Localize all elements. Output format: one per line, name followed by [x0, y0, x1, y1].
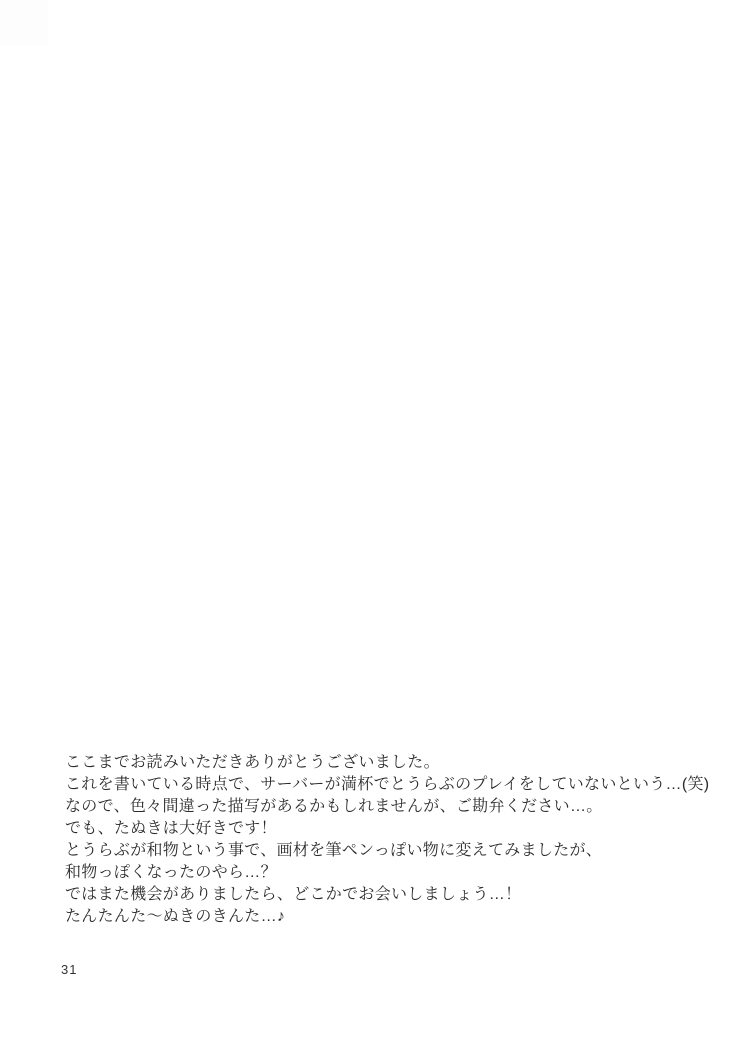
afterword-line: ではまた機会がありましたら、どこかでお会いしましょう…！ — [65, 886, 522, 903]
afterword-line: ここまでお読みいただきありがとうございました。 — [65, 754, 440, 771]
page-number: 31 — [61, 962, 78, 977]
afterword-line: これを書いている時点で、サーバーが満杯でとうらぶのプレイをしていないという…(笑) — [65, 776, 710, 793]
afterword-line: でも、たぬきは大好きです！ — [65, 820, 277, 837]
afterword-line: 和物っぽくなったのやら…？ — [65, 864, 277, 881]
afterword-text-block — [65, 752, 710, 928]
afterword-line: なので、色々間違った描写があるかもしれませんが、ご勘弁ください…。 — [65, 798, 603, 815]
afterword-line: たんたんた〜ぬきのきんた…♪ — [65, 908, 286, 925]
scan-corner-tint — [0, 0, 48, 45]
afterword-line: とうらぶが和物という事で、画材を筆ペンっぽい物に変えてみましたが、 — [65, 842, 603, 859]
